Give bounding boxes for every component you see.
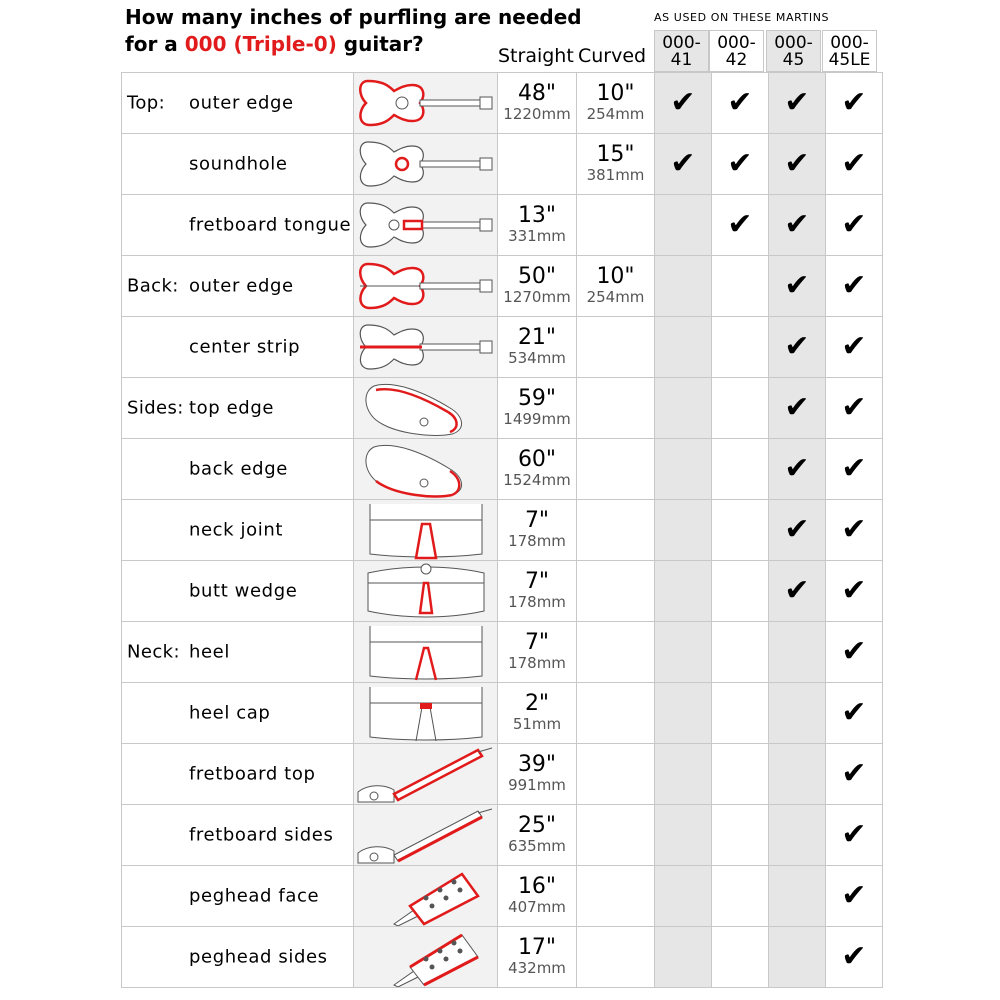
model-check-cell <box>655 73 712 134</box>
check-icon: ✔ <box>784 390 810 425</box>
model-check-cell <box>826 744 883 805</box>
diagram-cell <box>354 866 498 927</box>
curved-mm: 381mm <box>586 166 645 184</box>
model-check-cell <box>655 744 712 805</box>
curved-cell <box>577 744 655 805</box>
check-icon: ✔ <box>841 634 867 669</box>
model-check-cell <box>655 134 712 195</box>
straight-mm: 534mm <box>508 349 566 367</box>
row-label-cell <box>122 73 354 134</box>
straight-cell <box>498 195 577 256</box>
straight-mm: 1220mm <box>503 105 571 123</box>
check-icon: ✔ <box>784 268 810 303</box>
row-label-cell <box>122 439 354 500</box>
row-label-cell <box>122 256 354 317</box>
table-row <box>122 744 883 805</box>
straight-mm: 1270mm <box>503 288 571 306</box>
model-check-cell <box>826 561 883 622</box>
neck-joint-icon <box>354 500 496 560</box>
model-check-cell <box>655 927 712 988</box>
straight-inches: 7" <box>524 508 550 533</box>
curved-cell <box>577 622 655 683</box>
diagram-cell <box>354 805 498 866</box>
item-label: outer edge <box>189 275 294 297</box>
model-check-cell <box>655 500 712 561</box>
model-line1: 000- <box>662 33 701 53</box>
model-check-cell <box>769 500 826 561</box>
fretboard-sides-icon <box>354 805 496 865</box>
item-label: heel cap <box>189 702 271 724</box>
curved-cell <box>577 134 655 195</box>
item-label: center strip <box>189 336 301 358</box>
model-check-cell <box>769 134 826 195</box>
model-line2: 41 <box>670 50 693 70</box>
curved-cell <box>577 500 655 561</box>
center-strip-icon <box>354 317 496 377</box>
sides-back-edge-icon <box>354 439 496 499</box>
item-label: peghead face <box>189 885 320 907</box>
curved-header: Curved <box>578 45 647 67</box>
straight-mm: 991mm <box>508 776 566 794</box>
straight-cell <box>498 561 577 622</box>
model-check-cell <box>826 256 883 317</box>
model-check-cell <box>769 561 826 622</box>
item-label: butt wedge <box>189 580 298 602</box>
straight-header: Straight <box>498 45 574 67</box>
straight-inches: 50" <box>517 264 557 289</box>
straight-mm: 178mm <box>508 532 566 550</box>
model-check-cell <box>826 927 883 988</box>
straight-inches: 17" <box>517 935 557 960</box>
table-row <box>122 805 883 866</box>
straight-cell <box>498 73 577 134</box>
check-icon: ✔ <box>727 207 753 242</box>
check-icon: ✔ <box>841 756 867 791</box>
row-label-cell <box>122 500 354 561</box>
diagram-cell <box>354 378 498 439</box>
check-icon: ✔ <box>784 85 810 120</box>
section-label: Neck: <box>127 641 180 663</box>
straight-inches: 7" <box>524 569 550 594</box>
sides-top-edge-icon <box>354 378 496 438</box>
straight-inches: 16" <box>517 874 557 899</box>
peghead-sides-icon <box>354 927 496 987</box>
model-check-cell <box>655 256 712 317</box>
straight-cell <box>498 866 577 927</box>
model-check-cell <box>826 195 883 256</box>
model-check-cell <box>769 378 826 439</box>
curved-cell <box>577 866 655 927</box>
straight-cell <box>498 927 577 988</box>
model-check-cell <box>712 195 769 256</box>
title-line-2-post: guitar? <box>336 32 424 56</box>
model-check-cell <box>826 866 883 927</box>
model-header-000-41 <box>654 30 709 72</box>
diagram-cell <box>354 500 498 561</box>
row-label-cell <box>122 683 354 744</box>
straight-inches: 60" <box>517 447 557 472</box>
model-line1: 000- <box>774 33 813 53</box>
curved-inches: 15" <box>596 142 635 167</box>
straight-inches: 25" <box>517 813 557 838</box>
table-row <box>122 561 883 622</box>
model-check-cell <box>712 134 769 195</box>
curved-mm: 254mm <box>586 105 645 123</box>
check-icon: ✔ <box>841 207 867 242</box>
straight-cell <box>498 622 577 683</box>
model-check-cell <box>769 683 826 744</box>
check-icon: ✔ <box>841 939 867 974</box>
row-label-cell <box>122 317 354 378</box>
straight-mm: 407mm <box>508 898 566 916</box>
check-icon: ✔ <box>784 207 810 242</box>
model-check-cell <box>826 73 883 134</box>
check-icon: ✔ <box>841 695 867 730</box>
model-check-cell <box>826 439 883 500</box>
table-row <box>122 73 883 134</box>
model-check-cell <box>712 439 769 500</box>
straight-cell <box>498 744 577 805</box>
check-icon: ✔ <box>727 85 753 120</box>
row-label-cell <box>122 622 354 683</box>
row-label-cell <box>122 134 354 195</box>
model-check-cell <box>769 439 826 500</box>
model-check-cell <box>655 195 712 256</box>
straight-mm: 1524mm <box>503 471 571 489</box>
soundhole-icon <box>354 134 496 194</box>
curved-cell <box>577 378 655 439</box>
curved-cell <box>577 195 655 256</box>
straight-cell <box>498 805 577 866</box>
table-row <box>122 866 883 927</box>
straight-cell <box>498 256 577 317</box>
curved-cell <box>577 927 655 988</box>
straight-cell <box>498 683 577 744</box>
item-label: peghead sides <box>189 946 328 968</box>
item-label: outer edge <box>189 92 294 114</box>
curved-cell <box>577 561 655 622</box>
fretboard-tongue-icon <box>354 195 496 255</box>
diagram-cell <box>354 195 498 256</box>
diagram-cell <box>354 683 498 744</box>
section-label: Top: <box>127 92 166 114</box>
model-check-cell <box>655 317 712 378</box>
straight-mm: 1499mm <box>503 410 571 428</box>
model-check-cell <box>769 622 826 683</box>
item-label: heel <box>189 641 230 663</box>
diagram-cell <box>354 561 498 622</box>
model-check-cell <box>769 73 826 134</box>
title-accent: 000 (Triple-0) <box>184 32 337 56</box>
straight-cell <box>498 439 577 500</box>
title-line-1: How many inches of purfling are needed <box>125 5 582 29</box>
straight-inches: 59" <box>517 386 557 411</box>
check-icon: ✔ <box>670 85 696 120</box>
model-check-cell <box>769 927 826 988</box>
model-check-cell <box>712 256 769 317</box>
table-row <box>122 195 883 256</box>
check-icon: ✔ <box>784 512 810 547</box>
diagram-cell <box>354 622 498 683</box>
curved-cell <box>577 256 655 317</box>
check-icon: ✔ <box>841 451 867 486</box>
row-label-cell <box>122 195 354 256</box>
item-label: neck joint <box>189 519 284 541</box>
row-label-cell <box>122 927 354 988</box>
model-check-cell <box>655 805 712 866</box>
row-label-cell <box>122 561 354 622</box>
model-line1: 000- <box>830 33 869 53</box>
straight-mm: 432mm <box>508 959 566 977</box>
heel-cap-icon <box>354 683 496 743</box>
model-header-000-45 <box>766 30 821 72</box>
straight-cell <box>498 134 577 195</box>
model-check-cell <box>712 73 769 134</box>
table-row <box>122 439 883 500</box>
purfling-table <box>121 72 883 988</box>
diagram-cell <box>354 134 498 195</box>
check-icon: ✔ <box>841 512 867 547</box>
diagram-cell <box>354 73 498 134</box>
check-icon: ✔ <box>841 817 867 852</box>
top-outer-edge-icon <box>354 73 496 133</box>
curved-cell <box>577 805 655 866</box>
peghead-face-icon <box>354 866 496 926</box>
curved-mm: 254mm <box>586 288 645 306</box>
check-icon: ✔ <box>841 146 867 181</box>
straight-inches: 13" <box>517 203 557 228</box>
model-check-cell <box>712 744 769 805</box>
check-icon: ✔ <box>841 329 867 364</box>
model-check-cell <box>826 134 883 195</box>
table-row <box>122 378 883 439</box>
check-icon: ✔ <box>784 329 810 364</box>
item-label: fretboard top <box>189 763 316 785</box>
table-row <box>122 500 883 561</box>
check-icon: ✔ <box>784 573 810 608</box>
model-check-cell <box>712 927 769 988</box>
diagram-cell <box>354 256 498 317</box>
model-check-cell <box>655 561 712 622</box>
diagram-cell <box>354 927 498 988</box>
item-label: back edge <box>189 458 288 480</box>
table-row <box>122 256 883 317</box>
diagram-cell <box>354 317 498 378</box>
straight-mm: 635mm <box>508 837 566 855</box>
check-icon: ✔ <box>670 146 696 181</box>
model-line2: 45LE <box>828 50 871 70</box>
curved-cell <box>577 683 655 744</box>
model-check-cell <box>655 683 712 744</box>
check-icon: ✔ <box>841 573 867 608</box>
item-label: top edge <box>189 397 275 419</box>
model-check-cell <box>769 805 826 866</box>
straight-inches: 21" <box>517 325 557 350</box>
back-outer-edge-icon <box>354 256 496 316</box>
straight-mm: 51mm <box>512 715 562 733</box>
curved-cell <box>577 317 655 378</box>
purfling-table-body <box>122 73 883 988</box>
model-check-cell <box>769 866 826 927</box>
model-header-000-42 <box>709 30 764 72</box>
model-check-cell <box>826 683 883 744</box>
item-label: fretboard tongue <box>189 214 352 236</box>
model-header-000-45le <box>822 30 877 72</box>
check-icon: ✔ <box>841 85 867 120</box>
straight-mm: 331mm <box>508 227 566 245</box>
straight-cell <box>498 500 577 561</box>
model-check-cell <box>826 317 883 378</box>
used-on-label: AS USED ON THESE MARTINS <box>654 11 830 24</box>
check-icon: ✔ <box>841 390 867 425</box>
check-icon: ✔ <box>784 146 810 181</box>
model-check-cell <box>826 805 883 866</box>
model-check-cell <box>712 622 769 683</box>
model-line2: 45 <box>782 50 805 70</box>
check-icon: ✔ <box>841 878 867 913</box>
model-check-cell <box>712 805 769 866</box>
curved-cell <box>577 73 655 134</box>
straight-cell <box>498 378 577 439</box>
model-check-cell <box>655 378 712 439</box>
item-label: fretboard sides <box>189 824 334 846</box>
model-check-cell <box>826 622 883 683</box>
model-check-cell <box>769 317 826 378</box>
section-label: Back: <box>127 275 179 297</box>
check-icon: ✔ <box>727 146 753 181</box>
heel-icon <box>354 622 496 682</box>
model-check-cell <box>769 744 826 805</box>
row-label-cell <box>122 866 354 927</box>
table-row <box>122 134 883 195</box>
check-icon: ✔ <box>784 451 810 486</box>
section-label: Sides: <box>127 397 184 419</box>
straight-inches: 39" <box>517 752 557 777</box>
table-row <box>122 317 883 378</box>
model-check-cell <box>712 866 769 927</box>
fretboard-top-icon <box>354 744 496 804</box>
model-check-cell <box>712 500 769 561</box>
table-row <box>122 622 883 683</box>
model-check-cell <box>826 378 883 439</box>
model-check-cell <box>712 683 769 744</box>
title-line-2-pre: for a <box>125 32 185 56</box>
straight-cell <box>498 317 577 378</box>
diagram-cell <box>354 744 498 805</box>
model-line2: 42 <box>725 50 748 70</box>
check-icon: ✔ <box>841 268 867 303</box>
curved-inches: 10" <box>596 264 635 289</box>
straight-mm: 178mm <box>508 593 566 611</box>
model-check-cell <box>826 500 883 561</box>
model-check-cell <box>655 439 712 500</box>
row-label-cell <box>122 378 354 439</box>
item-label: soundhole <box>189 153 288 175</box>
model-check-cell <box>655 622 712 683</box>
model-check-cell <box>769 256 826 317</box>
model-check-cell <box>712 317 769 378</box>
curved-cell <box>577 439 655 500</box>
straight-inches: 48" <box>517 81 557 106</box>
model-check-cell <box>655 866 712 927</box>
straight-inches: 7" <box>524 630 550 655</box>
model-check-cell <box>712 561 769 622</box>
table-row <box>122 927 883 988</box>
row-label-cell <box>122 744 354 805</box>
straight-inches: 2" <box>524 691 550 716</box>
curved-inches: 10" <box>596 81 635 106</box>
straight-mm: 178mm <box>508 654 566 672</box>
model-check-cell <box>769 195 826 256</box>
model-line1: 000- <box>717 33 756 53</box>
row-label-cell <box>122 805 354 866</box>
diagram-cell <box>354 439 498 500</box>
butt-wedge-icon <box>354 561 496 621</box>
table-row <box>122 683 883 744</box>
model-check-cell <box>712 378 769 439</box>
